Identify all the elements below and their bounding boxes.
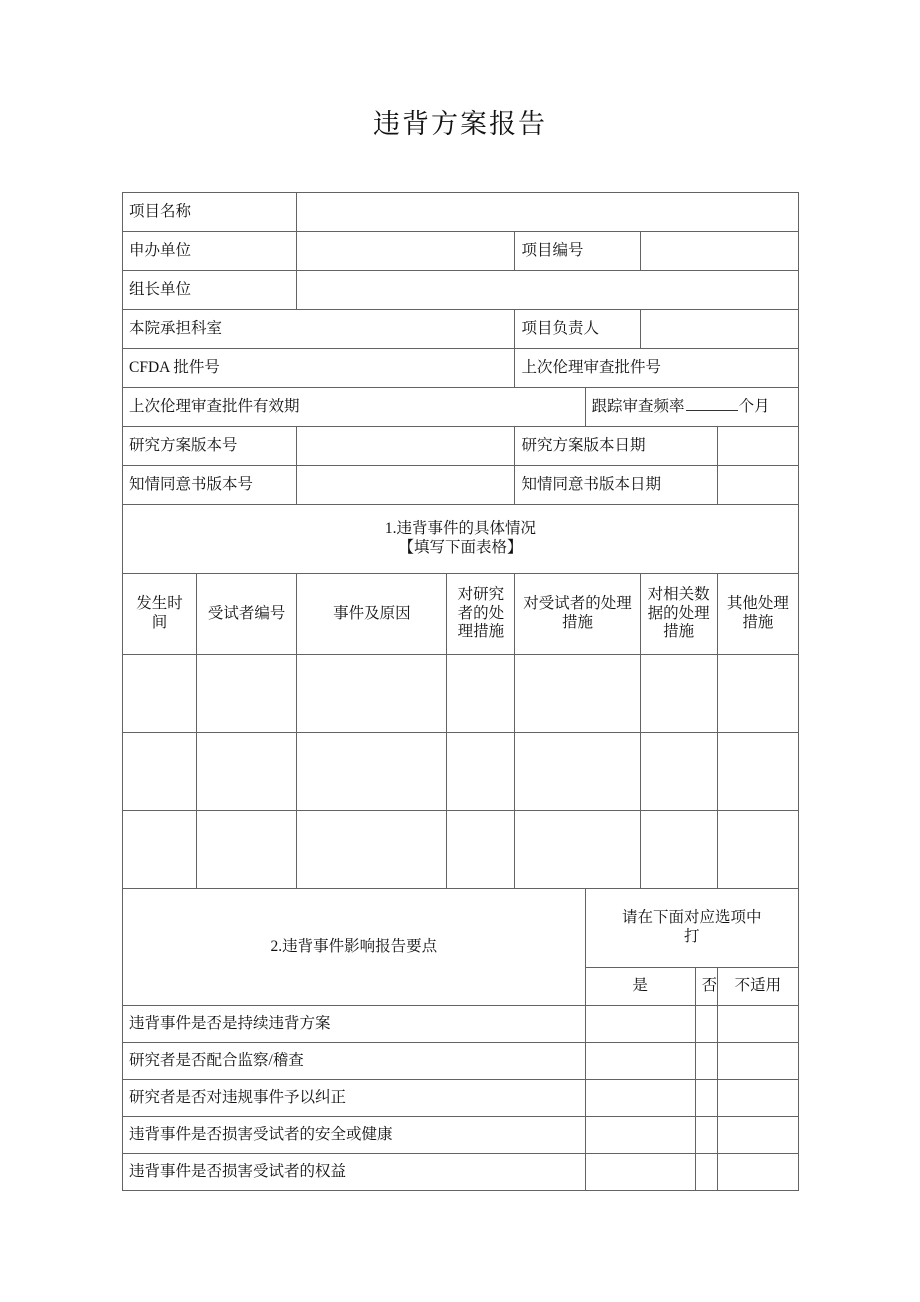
label-department: 本院承担科室	[123, 310, 515, 349]
answer-cell-yes[interactable]	[585, 1154, 695, 1191]
field-review-frequency[interactable]	[686, 410, 738, 411]
answer-cell-yes[interactable]	[585, 1117, 695, 1154]
field-protocol-version-number[interactable]	[297, 427, 515, 466]
label-last-ethics-approval-number: 上次伦理审查批件号	[515, 349, 799, 388]
section1-heading	[123, 505, 799, 574]
section1-subheading-text: 【填写下面表格】	[398, 539, 523, 556]
col-event-and-cause: 事件及原因	[297, 574, 447, 655]
label-lead-unit: 组长单位	[123, 271, 297, 310]
section2-heading: 2.违背事件影响报告要点	[123, 889, 586, 1006]
cell-occurrence-time[interactable]	[123, 811, 197, 889]
cell-other-measures[interactable]	[717, 811, 798, 889]
option-header-not-applicable: 不适用	[717, 968, 798, 1006]
cell-subject-measures[interactable]	[515, 733, 640, 811]
section2-instruction-line1: 请在下面对应选项中	[622, 909, 762, 927]
cell-data-measures[interactable]	[640, 733, 717, 811]
answer-cell-not-applicable[interactable]	[717, 1006, 798, 1043]
review-frequency-unit: 个月	[738, 397, 770, 415]
form-row-project-name	[123, 193, 799, 232]
review-frequency-text: 跟踪审查频率	[591, 397, 685, 415]
col-data-measures: 对相关数据的处理措施	[640, 574, 717, 655]
question-row	[123, 1043, 799, 1080]
violation-report-form	[122, 192, 799, 1191]
col-subject-number: 受试者编号	[197, 574, 297, 655]
question-row	[123, 1006, 799, 1043]
field-project-name[interactable]	[297, 193, 799, 232]
answer-cell-not-applicable[interactable]	[717, 1080, 798, 1117]
cell-data-measures[interactable]	[640, 811, 717, 889]
cell-event-and-cause[interactable]	[297, 655, 447, 733]
page-title: 违背方案报告	[373, 109, 547, 139]
label-protocol-version-number: 研究方案版本号	[123, 427, 297, 466]
answer-cell-not-applicable[interactable]	[717, 1043, 798, 1080]
field-principal-investigator[interactable]	[640, 310, 798, 349]
question-row	[123, 1154, 799, 1191]
question-row	[123, 1117, 799, 1154]
answer-cell-no[interactable]	[695, 1006, 717, 1043]
question-row	[123, 1080, 799, 1117]
form-row-department	[123, 310, 799, 349]
form-row-sponsor	[123, 232, 799, 271]
label-project-number: 项目编号	[515, 232, 640, 271]
form-row-validity-period	[123, 388, 799, 427]
label-last-ethics-approval-validity: 上次伦理审查批件有效期	[123, 388, 586, 427]
section1-heading-row	[123, 505, 799, 574]
answer-cell-no[interactable]	[695, 1043, 717, 1080]
label-project-name: 项目名称	[123, 193, 297, 232]
option-header-no: 否	[695, 968, 717, 1006]
answer-cell-yes[interactable]	[585, 1080, 695, 1117]
section1-heading-text: 1.违背事件的具体情况	[384, 520, 537, 538]
question-label: 违背事件是否损害受试者的权益	[123, 1154, 586, 1191]
cell-investigator-measures[interactable]	[447, 811, 515, 889]
cell-subject-measures[interactable]	[515, 811, 640, 889]
cell-subject-number[interactable]	[197, 655, 297, 733]
question-label: 违背事件是否损害受试者的安全或健康	[123, 1117, 586, 1154]
col-occurrence-time: 发生时间	[123, 574, 197, 655]
event-table-header-row	[123, 574, 799, 655]
answer-cell-no[interactable]	[695, 1154, 717, 1191]
answer-cell-not-applicable[interactable]	[717, 1154, 798, 1191]
question-label: 研究者是否对违规事件予以纠正	[123, 1080, 586, 1117]
cell-data-measures[interactable]	[640, 655, 717, 733]
form-row-protocol-version	[123, 427, 799, 466]
cell-subject-measures[interactable]	[515, 655, 640, 733]
label-sponsor: 申办单位	[123, 232, 297, 271]
label-consent-version-date: 知情同意书版本日期	[515, 466, 717, 505]
cell-investigator-measures[interactable]	[447, 733, 515, 811]
col-subject-measures: 对受试者的处理措施	[515, 574, 640, 655]
event-table-row	[123, 733, 799, 811]
event-table-row	[123, 811, 799, 889]
label-consent-version-number: 知情同意书版本号	[123, 466, 297, 505]
field-lead-unit[interactable]	[297, 271, 799, 310]
section2-instruction-line2: 打	[684, 928, 700, 945]
section2-instruction	[585, 889, 798, 968]
cell-subject-number[interactable]	[197, 811, 297, 889]
cell-occurrence-time[interactable]	[123, 655, 197, 733]
label-review-frequency	[585, 388, 798, 427]
cell-investigator-measures[interactable]	[447, 655, 515, 733]
field-consent-version-number[interactable]	[297, 466, 515, 505]
field-project-number[interactable]	[640, 232, 798, 271]
answer-cell-no[interactable]	[695, 1080, 717, 1117]
option-header-yes: 是	[585, 968, 695, 1006]
label-cfda-approval-number: CFDA 批件号	[123, 349, 515, 388]
section2-heading-row	[123, 889, 799, 968]
field-sponsor[interactable]	[297, 232, 515, 271]
cell-occurrence-time[interactable]	[123, 733, 197, 811]
form-row-lead-unit	[123, 271, 799, 310]
label-principal-investigator: 项目负责人	[515, 310, 640, 349]
answer-cell-yes[interactable]	[585, 1006, 695, 1043]
cell-subject-number[interactable]	[197, 733, 297, 811]
cell-event-and-cause[interactable]	[297, 733, 447, 811]
event-table-row	[123, 655, 799, 733]
cell-event-and-cause[interactable]	[297, 811, 447, 889]
question-label: 违背事件是否是持续违背方案	[123, 1006, 586, 1043]
field-consent-version-date[interactable]	[717, 466, 798, 505]
cell-other-measures[interactable]	[717, 733, 798, 811]
col-other-measures: 其他处理措施	[717, 574, 798, 655]
form-row-consent-version	[123, 466, 799, 505]
answer-cell-yes[interactable]	[585, 1043, 695, 1080]
question-label: 研究者是否配合监察/稽查	[123, 1043, 586, 1080]
cell-other-measures[interactable]	[717, 655, 798, 733]
field-protocol-version-date[interactable]	[717, 427, 798, 466]
label-protocol-version-date: 研究方案版本日期	[515, 427, 717, 466]
form-row-cfda	[123, 349, 799, 388]
answer-cell-not-applicable[interactable]	[717, 1117, 798, 1154]
answer-cell-no[interactable]	[695, 1117, 717, 1154]
col-investigator-measures: 对研究者的处理措施	[447, 574, 515, 655]
